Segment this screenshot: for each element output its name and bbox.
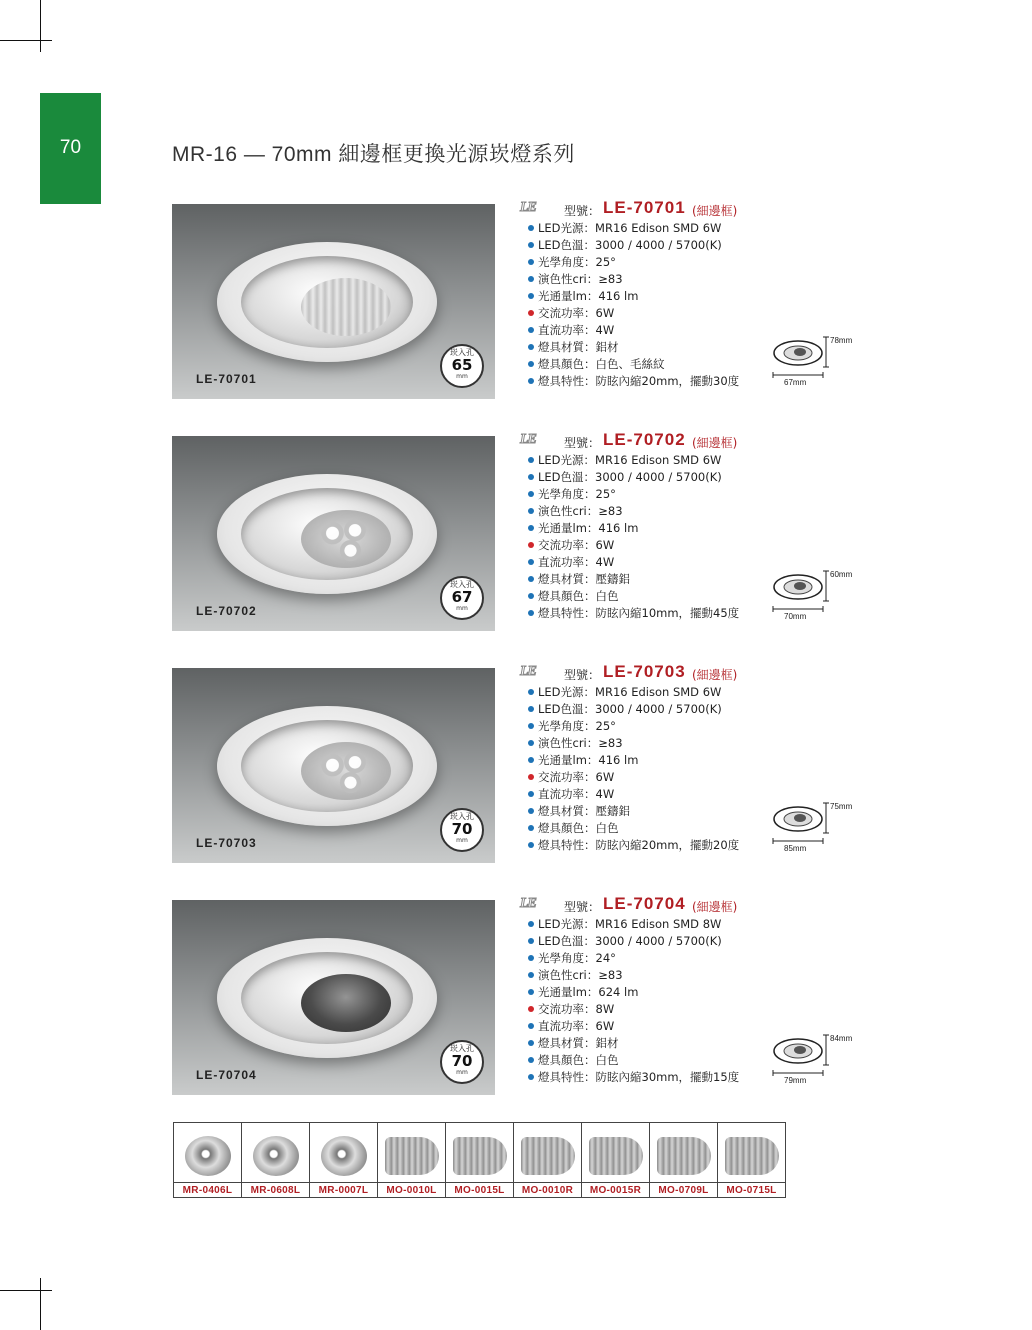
light-source-name: MR-0007L: [310, 1183, 378, 1198]
dot-icon: [528, 457, 534, 463]
badge-caption: 崁入孔: [450, 812, 474, 821]
spec-value: ：24°: [584, 951, 616, 965]
spec-label: LED色溫: [538, 702, 584, 716]
width-dimension: 79mm: [784, 1076, 807, 1085]
spec-row: [528, 254, 739, 271]
cutout-badge: [440, 344, 484, 388]
spec-label: 交流功率: [538, 306, 584, 320]
model-note: (細邊框): [692, 204, 738, 218]
spec-label: LED光源: [538, 221, 584, 235]
product-photo: [172, 204, 495, 399]
light-source-name: MO-0010R: [514, 1183, 582, 1198]
spec-row: [528, 701, 739, 718]
fixture-drawing-icon: [772, 572, 824, 602]
badge-unit: mm: [456, 605, 468, 612]
light-source-name: MO-0709L: [650, 1183, 718, 1198]
spec-label: 燈具材質: [538, 804, 584, 818]
dot-icon: [528, 972, 534, 978]
badge-caption: 崁入孔: [450, 580, 474, 589]
spec-row: [528, 288, 739, 305]
cutout-size: 65: [451, 356, 473, 374]
lamp-module: [301, 974, 391, 1032]
light-source-image: [446, 1123, 514, 1183]
spec-label: 燈具材質: [538, 340, 584, 354]
lamp-icon: [453, 1137, 507, 1175]
spec-row: [528, 984, 739, 1001]
dot-icon: [528, 706, 534, 712]
lamp-icon: [589, 1137, 643, 1175]
lamp-icon: [253, 1136, 299, 1176]
spec-label: 燈具顏色: [538, 821, 584, 835]
spec-row: [528, 322, 739, 339]
badge-caption: 崁入孔: [450, 1044, 474, 1053]
lamp-icon: [521, 1137, 575, 1175]
spec-label: 演色性cri: [538, 272, 587, 286]
spec-label: 燈具特性: [538, 374, 584, 388]
model-code: LE-70701: [603, 198, 686, 217]
spec-value: ：3000 / 4000 / 5700(K): [583, 470, 722, 484]
model-prefix: 型號：: [564, 204, 601, 218]
spec-value: ：6W: [584, 770, 615, 784]
spec-value: ：≥83: [586, 736, 623, 750]
product-block: [0, 430, 1032, 636]
light-source-image: [582, 1123, 650, 1183]
spec-value: ：鋁材: [584, 340, 619, 354]
spec-value: ：25°: [584, 487, 616, 501]
fixture-opening: [241, 952, 413, 1044]
width-dimension: 70mm: [784, 612, 807, 621]
light-source-name: MO-0015R: [582, 1183, 650, 1198]
product-block: [0, 894, 1032, 1100]
spec-label: 交流功率: [538, 770, 584, 784]
spec-row: [528, 237, 739, 254]
light-source-image: [310, 1123, 378, 1183]
spec-label: 光通量lm: [538, 521, 587, 535]
product-photo: [172, 668, 495, 863]
spec-label: 演色性cri: [538, 968, 587, 982]
spec-row: [528, 752, 739, 769]
spec-value: ：3000 / 4000 / 5700(K): [583, 238, 722, 252]
model-prefix: 型號：: [564, 668, 601, 682]
spec-value: ：壓鑄鋁: [584, 572, 630, 586]
lamp-icon: [385, 1137, 439, 1175]
model-line: [520, 198, 739, 220]
dot-icon: [528, 689, 534, 695]
spec-label: 演色性cri: [538, 504, 587, 518]
spec-row: [528, 803, 739, 820]
spec-value: ：624 lm: [586, 985, 639, 999]
spec-value: ：壓鑄鋁: [584, 804, 630, 818]
spec-row: [528, 588, 739, 605]
spec-value: ：白色、毛絲紋: [584, 357, 665, 371]
spec-value: ：白色: [584, 1053, 619, 1067]
lamp-module: [301, 278, 391, 336]
page-number: 70: [59, 137, 82, 158]
spec-value: ：6W: [584, 538, 615, 552]
spec-label: 燈具顏色: [538, 1053, 584, 1067]
spec-value: ：防眩內縮30mm，擺動15度: [584, 1070, 740, 1084]
dot-icon: [528, 842, 534, 848]
fixture-trim: [217, 242, 437, 362]
spec-row: [528, 1052, 739, 1069]
fixture-opening: [241, 488, 413, 580]
lamp-module: [301, 510, 391, 568]
spec-label: 直流功率: [538, 555, 584, 569]
spec-row: [528, 571, 739, 588]
dot-icon: [528, 361, 534, 367]
dot-icon: [528, 293, 534, 299]
fixture-trim: [217, 706, 437, 826]
le-logo-icon: LE: [520, 200, 536, 215]
dot-icon: [528, 225, 534, 231]
badge-caption: 崁入孔: [450, 348, 474, 357]
dot-icon: [528, 344, 534, 350]
product-photo: [172, 436, 495, 631]
spec-row: [528, 933, 739, 950]
spec-label: LED光源: [538, 685, 584, 699]
spec-value: ：≥83: [586, 272, 623, 286]
badge-unit: mm: [456, 373, 468, 380]
light-source-image: [514, 1123, 582, 1183]
product-photo: [172, 900, 495, 1095]
spec-label: 直流功率: [538, 787, 584, 801]
dot-icon: [528, 559, 534, 565]
spec-value: ：416 lm: [586, 521, 639, 535]
spec-row: [528, 769, 739, 786]
spec-label: 直流功率: [538, 1019, 584, 1033]
dot-icon: [528, 327, 534, 333]
spec-row: [528, 554, 739, 571]
spec-label: LED色溫: [538, 470, 584, 484]
spec-label: LED色溫: [538, 238, 584, 252]
page-title: MR-16 — 70mm 細邊框更換光源崁燈系列: [172, 143, 575, 166]
dot-icon: [528, 955, 534, 961]
spec-row: [528, 452, 739, 469]
dot-icon: [528, 1057, 534, 1063]
lamp-icon: [185, 1136, 231, 1176]
height-dimension: 78mm: [830, 336, 853, 345]
crop-mark: [40, 1278, 41, 1330]
photo-label: LE-70704: [196, 1068, 257, 1082]
spec-value: ：6W: [584, 1019, 615, 1033]
light-source-name: MR-0608L: [242, 1183, 310, 1198]
dot-icon: [528, 1023, 534, 1029]
spec-label: 演色性cri: [538, 736, 587, 750]
spec-label: 燈具顏色: [538, 357, 584, 371]
spec-row: [528, 469, 739, 486]
light-source-name: MR-0406L: [174, 1183, 242, 1198]
dot-icon: [528, 1074, 534, 1080]
spec-value: ：4W: [584, 555, 615, 569]
dot-icon: [528, 276, 534, 282]
spec-label: LED光源: [538, 453, 584, 467]
product-block: [0, 662, 1032, 868]
photo-label: LE-70701: [196, 372, 257, 386]
spec-row: [528, 305, 739, 322]
spec-row: [528, 220, 739, 237]
spec-row: [528, 837, 739, 854]
spec-value: ：MR16 Edison SMD 6W: [583, 453, 722, 467]
dot-icon: [528, 791, 534, 797]
spec-label: 燈具特性: [538, 606, 584, 620]
spec-list: [520, 894, 740, 1086]
dot-icon: [528, 593, 534, 599]
spec-value: ：8W: [584, 1002, 615, 1016]
model-line: [520, 894, 739, 916]
crop-mark: [40, 0, 41, 52]
photo-label: LE-70702: [196, 604, 257, 618]
fixture-trim: [217, 938, 437, 1058]
spec-row: [528, 735, 739, 752]
badge-unit: mm: [456, 1069, 468, 1076]
lamp-module: [301, 742, 391, 800]
spec-row: [528, 967, 739, 984]
fixture-opening: [241, 256, 413, 348]
dot-icon: [528, 310, 534, 316]
fixture-drawing-icon: [772, 804, 824, 834]
dot-icon: [528, 723, 534, 729]
spec-row: [528, 1069, 739, 1086]
spec-value: ：防眩內縮20mm，擺動30度: [584, 374, 740, 388]
spec-value: ：3000 / 4000 / 5700(K): [583, 934, 722, 948]
spec-value: ：防眩內縮10mm，擺動45度: [584, 606, 740, 620]
lamp-icon: [725, 1137, 779, 1175]
spec-label: 光通量lm: [538, 753, 587, 767]
spec-row: [528, 503, 739, 520]
height-line-icon: [822, 802, 830, 834]
model-note: (細邊框): [692, 668, 738, 682]
spec-row: [528, 520, 739, 537]
dot-icon: [528, 542, 534, 548]
dot-icon: [528, 610, 534, 616]
dot-icon: [528, 989, 534, 995]
light-source-name: MO-0010L: [378, 1183, 446, 1198]
dot-icon: [528, 774, 534, 780]
spec-value: ：416 lm: [586, 289, 639, 303]
spec-label: 燈具材質: [538, 1036, 584, 1050]
height-dimension: 84mm: [830, 1034, 853, 1043]
dot-icon: [528, 259, 534, 265]
spec-value: ：25°: [584, 719, 616, 733]
fixture-drawing-icon: [772, 338, 824, 368]
fixture-opening: [241, 720, 413, 812]
spec-value: ：≥83: [586, 504, 623, 518]
height-line-icon: [822, 1034, 830, 1066]
spec-row: [528, 537, 739, 554]
spec-value: ：416 lm: [586, 753, 639, 767]
light-source-image: [378, 1123, 446, 1183]
light-source-image: [174, 1123, 242, 1183]
width-dimension: 85mm: [784, 844, 807, 853]
model-prefix: 型號：: [564, 436, 601, 450]
model-code: LE-70703: [603, 662, 686, 681]
spec-label: 直流功率: [538, 323, 584, 337]
spec-label: 光學角度: [538, 951, 584, 965]
spec-value: ：MR16 Edison SMD 8W: [583, 917, 722, 931]
light-source-image: [650, 1123, 718, 1183]
cutout-size: 70: [451, 820, 473, 838]
model-line: [520, 662, 739, 684]
cutout-badge: [440, 1040, 484, 1084]
badge-unit: mm: [456, 837, 468, 844]
spec-label: 燈具特性: [538, 1070, 584, 1084]
dot-icon: [528, 242, 534, 248]
spec-value: ：3000 / 4000 / 5700(K): [583, 702, 722, 716]
height-dimension: 60mm: [830, 570, 853, 579]
model-note: (細邊框): [692, 900, 738, 914]
le-logo-icon: LE: [520, 664, 536, 679]
height-dimension: 75mm: [830, 802, 853, 811]
spec-row: [528, 356, 739, 373]
light-source-image: [718, 1123, 786, 1183]
spec-value: ：MR16 Edison SMD 6W: [583, 685, 722, 699]
spec-label: 交流功率: [538, 538, 584, 552]
lamp-icon: [657, 1137, 711, 1175]
spec-row: [528, 950, 739, 967]
spec-value: ：6W: [584, 306, 615, 320]
spec-row: [528, 786, 739, 803]
spec-value: ：防眩內縮20mm，擺動20度: [584, 838, 740, 852]
spec-label: 光學角度: [538, 487, 584, 501]
spec-row: [528, 339, 739, 356]
dot-icon: [528, 1006, 534, 1012]
spec-row: [528, 271, 739, 288]
model-line: [520, 430, 739, 452]
spec-row: [528, 1001, 739, 1018]
spec-row: [528, 373, 739, 390]
dot-icon: [528, 525, 534, 531]
light-source-table: [173, 1122, 786, 1198]
cutout-badge: [440, 808, 484, 852]
spec-label: 交流功率: [538, 1002, 584, 1016]
spec-label: 燈具特性: [538, 838, 584, 852]
dot-icon: [528, 808, 534, 814]
spec-label: 光通量lm: [538, 985, 587, 999]
spec-value: ：25°: [584, 255, 616, 269]
fixture-drawing-icon: [772, 1036, 824, 1066]
spec-row: [528, 718, 739, 735]
height-line-icon: [822, 336, 830, 368]
le-logo-icon: LE: [520, 896, 536, 911]
product-block: [0, 198, 1032, 404]
spec-label: LED光源: [538, 917, 584, 931]
page-number-tab: [40, 93, 101, 204]
cutout-size: 70: [451, 1052, 473, 1070]
spec-list: [520, 198, 740, 390]
dot-icon: [528, 508, 534, 514]
spec-row: [528, 1035, 739, 1052]
width-dimension: 67mm: [784, 378, 807, 387]
dot-icon: [528, 938, 534, 944]
model-code: LE-70702: [603, 430, 686, 449]
light-source-name: MO-0715L: [718, 1183, 786, 1198]
photo-label: LE-70703: [196, 836, 257, 850]
cutout-size: 67: [451, 588, 473, 606]
spec-label: LED色溫: [538, 934, 584, 948]
light-source-name: MO-0015L: [446, 1183, 514, 1198]
spec-label: 光通量lm: [538, 289, 587, 303]
spec-row: [528, 916, 739, 933]
spec-row: [528, 1018, 739, 1035]
spec-value: ：MR16 Edison SMD 6W: [583, 221, 722, 235]
crop-mark: [0, 40, 52, 41]
dot-icon: [528, 474, 534, 480]
dot-icon: [528, 491, 534, 497]
spec-list: [520, 430, 740, 622]
spec-label: 燈具顏色: [538, 589, 584, 603]
spec-value: ：鋁材: [584, 1036, 619, 1050]
le-logo-icon: LE: [520, 432, 536, 447]
spec-row: [528, 486, 739, 503]
spec-row: [528, 605, 739, 622]
spec-value: ：白色: [584, 589, 619, 603]
spec-label: 光學角度: [538, 255, 584, 269]
spec-list: [520, 662, 740, 854]
dot-icon: [528, 921, 534, 927]
spec-row: [528, 820, 739, 837]
spec-label: 燈具材質: [538, 572, 584, 586]
model-prefix: 型號：: [564, 900, 601, 914]
dot-icon: [528, 576, 534, 582]
model-note: (細邊框): [692, 436, 738, 450]
lamp-icon: [321, 1136, 367, 1176]
spec-value: ：≥83: [586, 968, 623, 982]
spec-value: ：4W: [584, 323, 615, 337]
dot-icon: [528, 1040, 534, 1046]
spec-label: 光學角度: [538, 719, 584, 733]
spec-value: ：白色: [584, 821, 619, 835]
cutout-badge: [440, 576, 484, 620]
model-code: LE-70704: [603, 894, 686, 913]
dot-icon: [528, 740, 534, 746]
dot-icon: [528, 757, 534, 763]
spec-row: [528, 684, 739, 701]
light-source-image: [242, 1123, 310, 1183]
fixture-trim: [217, 474, 437, 594]
crop-mark: [0, 1290, 52, 1291]
height-line-icon: [822, 570, 830, 602]
dot-icon: [528, 825, 534, 831]
dot-icon: [528, 378, 534, 384]
spec-value: ：4W: [584, 787, 615, 801]
